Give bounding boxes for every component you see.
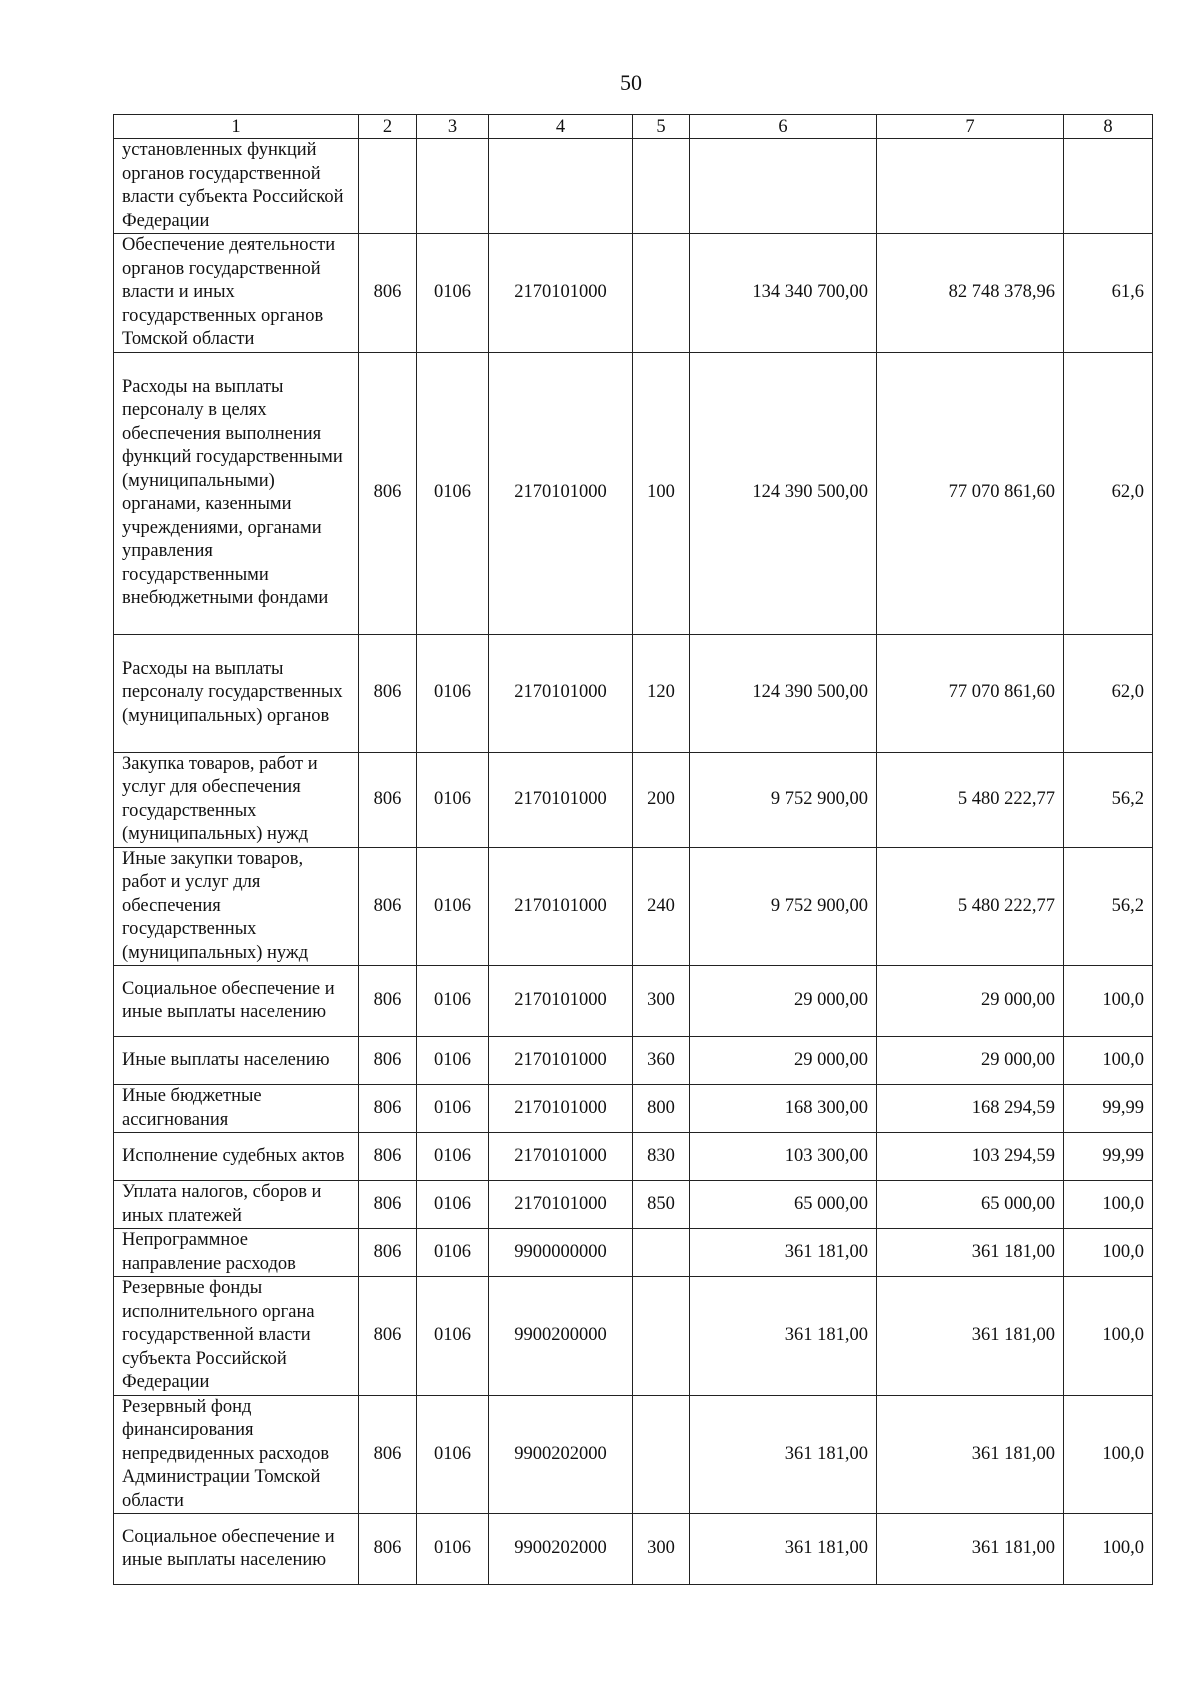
cell-executed-amount: 5 480 222,77 bbox=[877, 752, 1064, 847]
table-row bbox=[114, 1514, 1153, 1585]
table-row bbox=[114, 234, 1153, 353]
cell-section-code: 0106 bbox=[417, 634, 489, 752]
cell-target-article bbox=[489, 139, 633, 234]
table-row bbox=[114, 752, 1153, 847]
row-name: Иные выплаты населению bbox=[114, 1037, 359, 1085]
row-name: Иные закупки товаров, работ и услуг для обеспечения государственных (муниципальных) нужд bbox=[114, 847, 359, 966]
table-row bbox=[114, 139, 1153, 234]
column-header: 6 bbox=[690, 115, 877, 139]
cell-expense-type: 300 bbox=[633, 1514, 690, 1585]
cell-target-article: 9900200000 bbox=[489, 1277, 633, 1396]
row-name: Непрограммное направление расходов bbox=[114, 1229, 359, 1277]
cell-percent: 61,6 bbox=[1064, 234, 1153, 353]
cell-executed-amount: 168 294,59 bbox=[877, 1085, 1064, 1133]
cell-expense-type: 300 bbox=[633, 966, 690, 1037]
cell-plan-amount bbox=[690, 139, 877, 234]
row-name: Резервные фонды исполнительного органа государственной власти субъекта Российской Федерации bbox=[114, 1277, 359, 1396]
cell-admin-code bbox=[359, 139, 417, 234]
cell-section-code: 0106 bbox=[417, 234, 489, 353]
table-row bbox=[114, 1085, 1153, 1133]
cell-section-code: 0106 bbox=[417, 1395, 489, 1514]
cell-admin-code: 806 bbox=[359, 847, 417, 966]
cell-admin-code: 806 bbox=[359, 1395, 417, 1514]
cell-percent: 100,0 bbox=[1064, 1395, 1153, 1514]
cell-section-code: 0106 bbox=[417, 1037, 489, 1085]
cell-plan-amount: 9 752 900,00 bbox=[690, 752, 877, 847]
cell-target-article: 2170101000 bbox=[489, 1133, 633, 1181]
table-row bbox=[114, 966, 1153, 1037]
column-header: 3 bbox=[417, 115, 489, 139]
cell-executed-amount: 5 480 222,77 bbox=[877, 847, 1064, 966]
cell-plan-amount: 124 390 500,00 bbox=[690, 352, 877, 634]
table-header-row bbox=[114, 115, 1153, 139]
cell-percent: 100,0 bbox=[1064, 1229, 1153, 1277]
cell-percent: 62,0 bbox=[1064, 352, 1153, 634]
table-row bbox=[114, 847, 1153, 966]
cell-percent: 100,0 bbox=[1064, 1277, 1153, 1396]
cell-admin-code: 806 bbox=[359, 1037, 417, 1085]
cell-section-code: 0106 bbox=[417, 1181, 489, 1229]
cell-executed-amount: 361 181,00 bbox=[877, 1229, 1064, 1277]
cell-percent: 99,99 bbox=[1064, 1133, 1153, 1181]
cell-expense-type: 360 bbox=[633, 1037, 690, 1085]
cell-plan-amount: 168 300,00 bbox=[690, 1085, 877, 1133]
cell-executed-amount: 361 181,00 bbox=[877, 1277, 1064, 1396]
cell-section-code: 0106 bbox=[417, 1229, 489, 1277]
cell-target-article: 2170101000 bbox=[489, 234, 633, 353]
cell-target-article: 2170101000 bbox=[489, 966, 633, 1037]
cell-expense-type bbox=[633, 1277, 690, 1396]
cell-target-article: 2170101000 bbox=[489, 752, 633, 847]
cell-section-code: 0106 bbox=[417, 847, 489, 966]
budget-table bbox=[113, 114, 1153, 1585]
cell-executed-amount bbox=[877, 139, 1064, 234]
cell-percent: 56,2 bbox=[1064, 847, 1153, 966]
cell-expense-type: 850 bbox=[633, 1181, 690, 1229]
cell-executed-amount: 103 294,59 bbox=[877, 1133, 1064, 1181]
column-header: 8 bbox=[1064, 115, 1153, 139]
cell-target-article: 2170101000 bbox=[489, 1181, 633, 1229]
cell-target-article: 9900202000 bbox=[489, 1395, 633, 1514]
cell-plan-amount: 361 181,00 bbox=[690, 1229, 877, 1277]
column-header: 4 bbox=[489, 115, 633, 139]
cell-executed-amount: 77 070 861,60 bbox=[877, 634, 1064, 752]
cell-percent: 100,0 bbox=[1064, 1181, 1153, 1229]
cell-expense-type bbox=[633, 234, 690, 353]
table-row bbox=[114, 1229, 1153, 1277]
cell-admin-code: 806 bbox=[359, 752, 417, 847]
cell-section-code: 0106 bbox=[417, 1085, 489, 1133]
cell-plan-amount: 134 340 700,00 bbox=[690, 234, 877, 353]
row-name: Иные бюджетные ассигнования bbox=[114, 1085, 359, 1133]
cell-percent: 99,99 bbox=[1064, 1085, 1153, 1133]
cell-plan-amount: 361 181,00 bbox=[690, 1277, 877, 1396]
cell-executed-amount: 361 181,00 bbox=[877, 1395, 1064, 1514]
cell-plan-amount: 9 752 900,00 bbox=[690, 847, 877, 966]
table-row bbox=[114, 1037, 1153, 1085]
cell-percent: 56,2 bbox=[1064, 752, 1153, 847]
row-name: Резервный фонд финансирования непредвиденных расходов Администрации Томской области bbox=[114, 1395, 359, 1514]
cell-admin-code: 806 bbox=[359, 634, 417, 752]
cell-admin-code: 806 bbox=[359, 966, 417, 1037]
cell-admin-code: 806 bbox=[359, 352, 417, 634]
cell-admin-code: 806 bbox=[359, 1085, 417, 1133]
row-name: установленных функций органов государственной власти субъекта Российской Федерации bbox=[114, 139, 359, 234]
cell-expense-type: 800 bbox=[633, 1085, 690, 1133]
cell-section-code: 0106 bbox=[417, 1133, 489, 1181]
cell-plan-amount: 361 181,00 bbox=[690, 1514, 877, 1585]
row-name: Социальное обеспечение и иные выплаты населению bbox=[114, 966, 359, 1037]
cell-expense-type bbox=[633, 139, 690, 234]
row-name: Закупка товаров, работ и услуг для обеспечения государственных (муниципальных) нужд bbox=[114, 752, 359, 847]
cell-percent bbox=[1064, 139, 1153, 234]
cell-percent: 100,0 bbox=[1064, 966, 1153, 1037]
cell-executed-amount: 77 070 861,60 bbox=[877, 352, 1064, 634]
cell-target-article: 2170101000 bbox=[489, 1037, 633, 1085]
table-row bbox=[114, 1181, 1153, 1229]
row-name: Расходы на выплаты персоналу государственных (муниципальных) органов bbox=[114, 634, 359, 752]
row-name: Социальное обеспечение и иные выплаты населению bbox=[114, 1514, 359, 1585]
cell-expense-type: 100 bbox=[633, 352, 690, 634]
cell-target-article: 9900202000 bbox=[489, 1514, 633, 1585]
page-number: 50 bbox=[620, 70, 642, 95]
row-name: Исполнение судебных актов bbox=[114, 1133, 359, 1181]
cell-section-code: 0106 bbox=[417, 1277, 489, 1396]
cell-section-code: 0106 bbox=[417, 966, 489, 1037]
cell-executed-amount: 65 000,00 bbox=[877, 1181, 1064, 1229]
row-name: Уплата налогов, сборов и иных платежей bbox=[114, 1181, 359, 1229]
cell-target-article: 2170101000 bbox=[489, 634, 633, 752]
cell-percent: 100,0 bbox=[1064, 1037, 1153, 1085]
cell-admin-code: 806 bbox=[359, 1277, 417, 1396]
table-row bbox=[114, 1277, 1153, 1396]
row-name: Обеспечение деятельности органов государственной власти и иных государственных органов Томской области bbox=[114, 234, 359, 353]
cell-expense-type: 120 bbox=[633, 634, 690, 752]
cell-target-article: 2170101000 bbox=[489, 847, 633, 966]
cell-admin-code: 806 bbox=[359, 234, 417, 353]
column-header: 7 bbox=[877, 115, 1064, 139]
cell-expense-type bbox=[633, 1229, 690, 1277]
table-row bbox=[114, 1133, 1153, 1181]
cell-plan-amount: 124 390 500,00 bbox=[690, 634, 877, 752]
cell-section-code: 0106 bbox=[417, 1514, 489, 1585]
cell-executed-amount: 29 000,00 bbox=[877, 1037, 1064, 1085]
table-row bbox=[114, 1395, 1153, 1514]
row-name: Расходы на выплаты персоналу в целях обеспечения выполнения функций государственными (муниципальными) органами, казенными учреждениями, органами управления государственными внебюджетными фондами bbox=[114, 352, 359, 634]
cell-target-article: 2170101000 bbox=[489, 1085, 633, 1133]
cell-plan-amount: 103 300,00 bbox=[690, 1133, 877, 1181]
cell-admin-code: 806 bbox=[359, 1229, 417, 1277]
cell-expense-type: 240 bbox=[633, 847, 690, 966]
cell-expense-type: 200 bbox=[633, 752, 690, 847]
cell-section-code bbox=[417, 139, 489, 234]
cell-admin-code: 806 bbox=[359, 1514, 417, 1585]
cell-admin-code: 806 bbox=[359, 1133, 417, 1181]
column-header: 2 bbox=[359, 115, 417, 139]
column-header: 5 bbox=[633, 115, 690, 139]
column-header: 1 bbox=[114, 115, 359, 139]
cell-target-article: 2170101000 bbox=[489, 352, 633, 634]
cell-executed-amount: 361 181,00 bbox=[877, 1514, 1064, 1585]
cell-expense-type bbox=[633, 1395, 690, 1514]
cell-plan-amount: 361 181,00 bbox=[690, 1395, 877, 1514]
cell-section-code: 0106 bbox=[417, 352, 489, 634]
cell-admin-code: 806 bbox=[359, 1181, 417, 1229]
table-row bbox=[114, 352, 1153, 634]
cell-percent: 62,0 bbox=[1064, 634, 1153, 752]
cell-section-code: 0106 bbox=[417, 752, 489, 847]
cell-plan-amount: 65 000,00 bbox=[690, 1181, 877, 1229]
cell-plan-amount: 29 000,00 bbox=[690, 1037, 877, 1085]
cell-target-article: 9900000000 bbox=[489, 1229, 633, 1277]
cell-executed-amount: 29 000,00 bbox=[877, 966, 1064, 1037]
cell-expense-type: 830 bbox=[633, 1133, 690, 1181]
cell-plan-amount: 29 000,00 bbox=[690, 966, 877, 1037]
table-row bbox=[114, 634, 1153, 752]
cell-percent: 100,0 bbox=[1064, 1514, 1153, 1585]
cell-executed-amount: 82 748 378,96 bbox=[877, 234, 1064, 353]
